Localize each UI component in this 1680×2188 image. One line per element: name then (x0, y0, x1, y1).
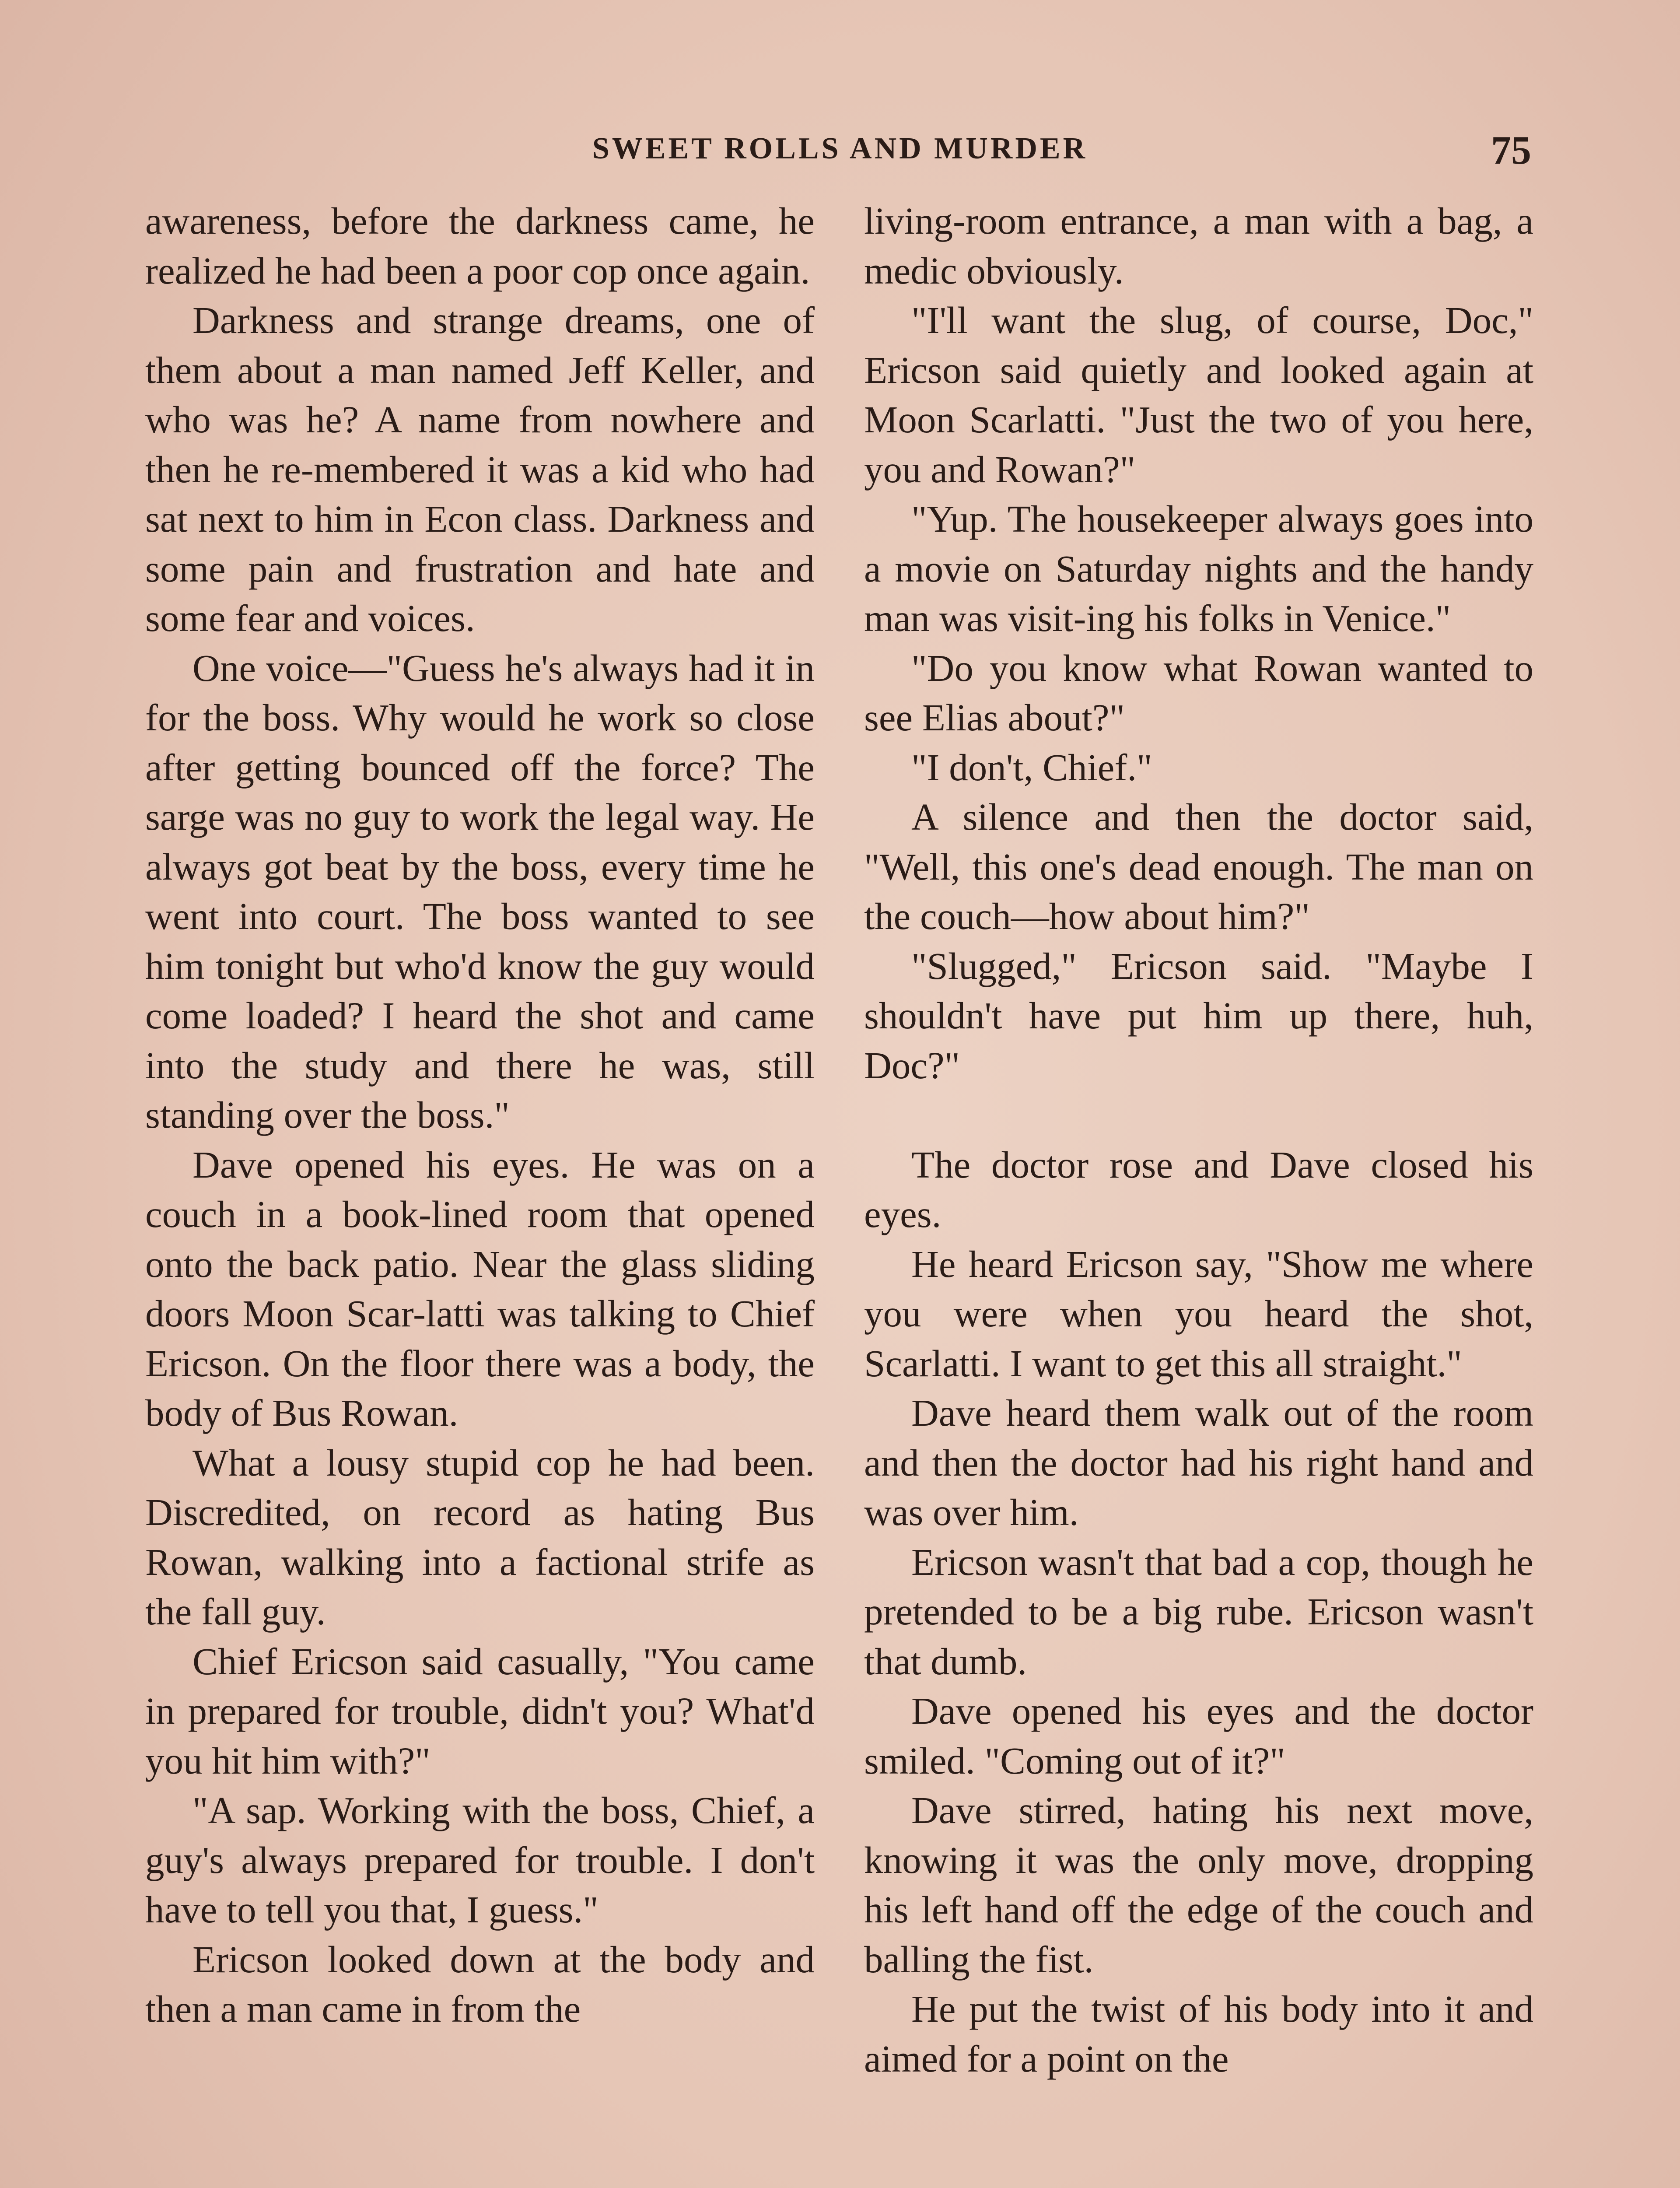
paragraph: "A sap. Working with the boss, Chief, a guy's always prepared for trouble. I don't have to tell you that, I guess." (145, 1789, 815, 1931)
running-head: SWEET ROLLS AND MURDER (592, 132, 1088, 165)
paragraph: living-room entrance, a man with a bag, a medic obviously. (864, 200, 1533, 292)
paragraph: Dave opened his eyes. He was on a couch in a book-lined room that opened onto the back patio. Near the glass sliding doors Moon Scar-latti was talking to Chief Ericson. On the floor there was a body, the body of Bus Rowan. (145, 1143, 815, 1434)
paragraph: Chief Ericson said casually, "You came in prepared for trouble, didn't you? What'd you hit him with?" (145, 1640, 815, 1782)
section-break (864, 1090, 1533, 1140)
left-column (145, 196, 815, 2034)
paragraph: The doctor rose and Dave closed his eyes. (864, 1143, 1533, 1235)
paragraph: A silence and then the doctor said, "Well, this one's dead enough. The man on the couch—how about him?" (864, 796, 1533, 937)
paragraph: He put the twist of his body into it and aimed for a point on the (864, 1988, 1533, 2080)
paragraph: Ericson wasn't that bad a cop, though he pretended to be a big rube. Ericson wasn't that dumb. (864, 1540, 1533, 1683)
paragraph: Dave stirred, hating his next move, knowing it was the only move, dropping his left hand off the edge of the couch and balling the fist. (864, 1789, 1533, 1981)
paragraph: "Slugged," Ericson said. "Maybe I shouldn't have put him up there, huh, Doc?" (864, 944, 1533, 1087)
paragraph: "Yup. The housekeeper always goes into a movie on Saturday nights and the handy man was visit-ing his folks in Venice." (864, 498, 1533, 639)
right-column (864, 196, 1533, 2083)
paragraph: Dave heard them walk out of the room and then the doctor had his right hand and was over him. (864, 1392, 1533, 1533)
paragraph: "I don't, Chief." (911, 746, 1152, 789)
paragraph: Dave opened his eyes and the doctor smiled. "Coming out of it?" (864, 1690, 1533, 1782)
paragraph: "I'll want the slug, of course, Doc," Ericson said quietly and looked again at Moon Scarlatti. "Just the two of you here, you and Rowan?" (864, 299, 1533, 491)
paragraph: One voice—"Guess he's always had it in for the boss. Why would he work so close after getting bounced off the force? The sarge was no guy to work the legal way. He always got beat by the boss, every time he went into court. The boss wanted to see him tonight but who'd know the guy would come loaded? I heard the shot and came into the study and there he was, still standing over the boss." (145, 646, 815, 1136)
paragraph: Darkness and strange dreams, one of them about a man named Jeff Keller, and who was he? A name from nowhere and then he re-membered it was a kid who had sat next to him in Econ class. Darkness and some pain and frustration and hate and some fear and voices. (145, 299, 815, 639)
paragraph: "Do you know what Rowan wanted to see Elias about?" (864, 646, 1533, 739)
paragraph: He heard Ericson say, "Show me where you were when you heard the shot, Scarlatti. I want to get this all straight." (864, 1242, 1533, 1385)
page-number: 75 (1491, 128, 1531, 172)
paragraph: Ericson looked down at the body and then a man came in from the (145, 1938, 815, 2030)
paragraph: What a lousy stupid cop he had been. Discredited, on record as hating Bus Rowan, walking into a factional strife as the fall guy. (145, 1441, 815, 1633)
paragraph: awareness, before the darkness came, he realized he had been a poor cop once again. (145, 200, 815, 292)
